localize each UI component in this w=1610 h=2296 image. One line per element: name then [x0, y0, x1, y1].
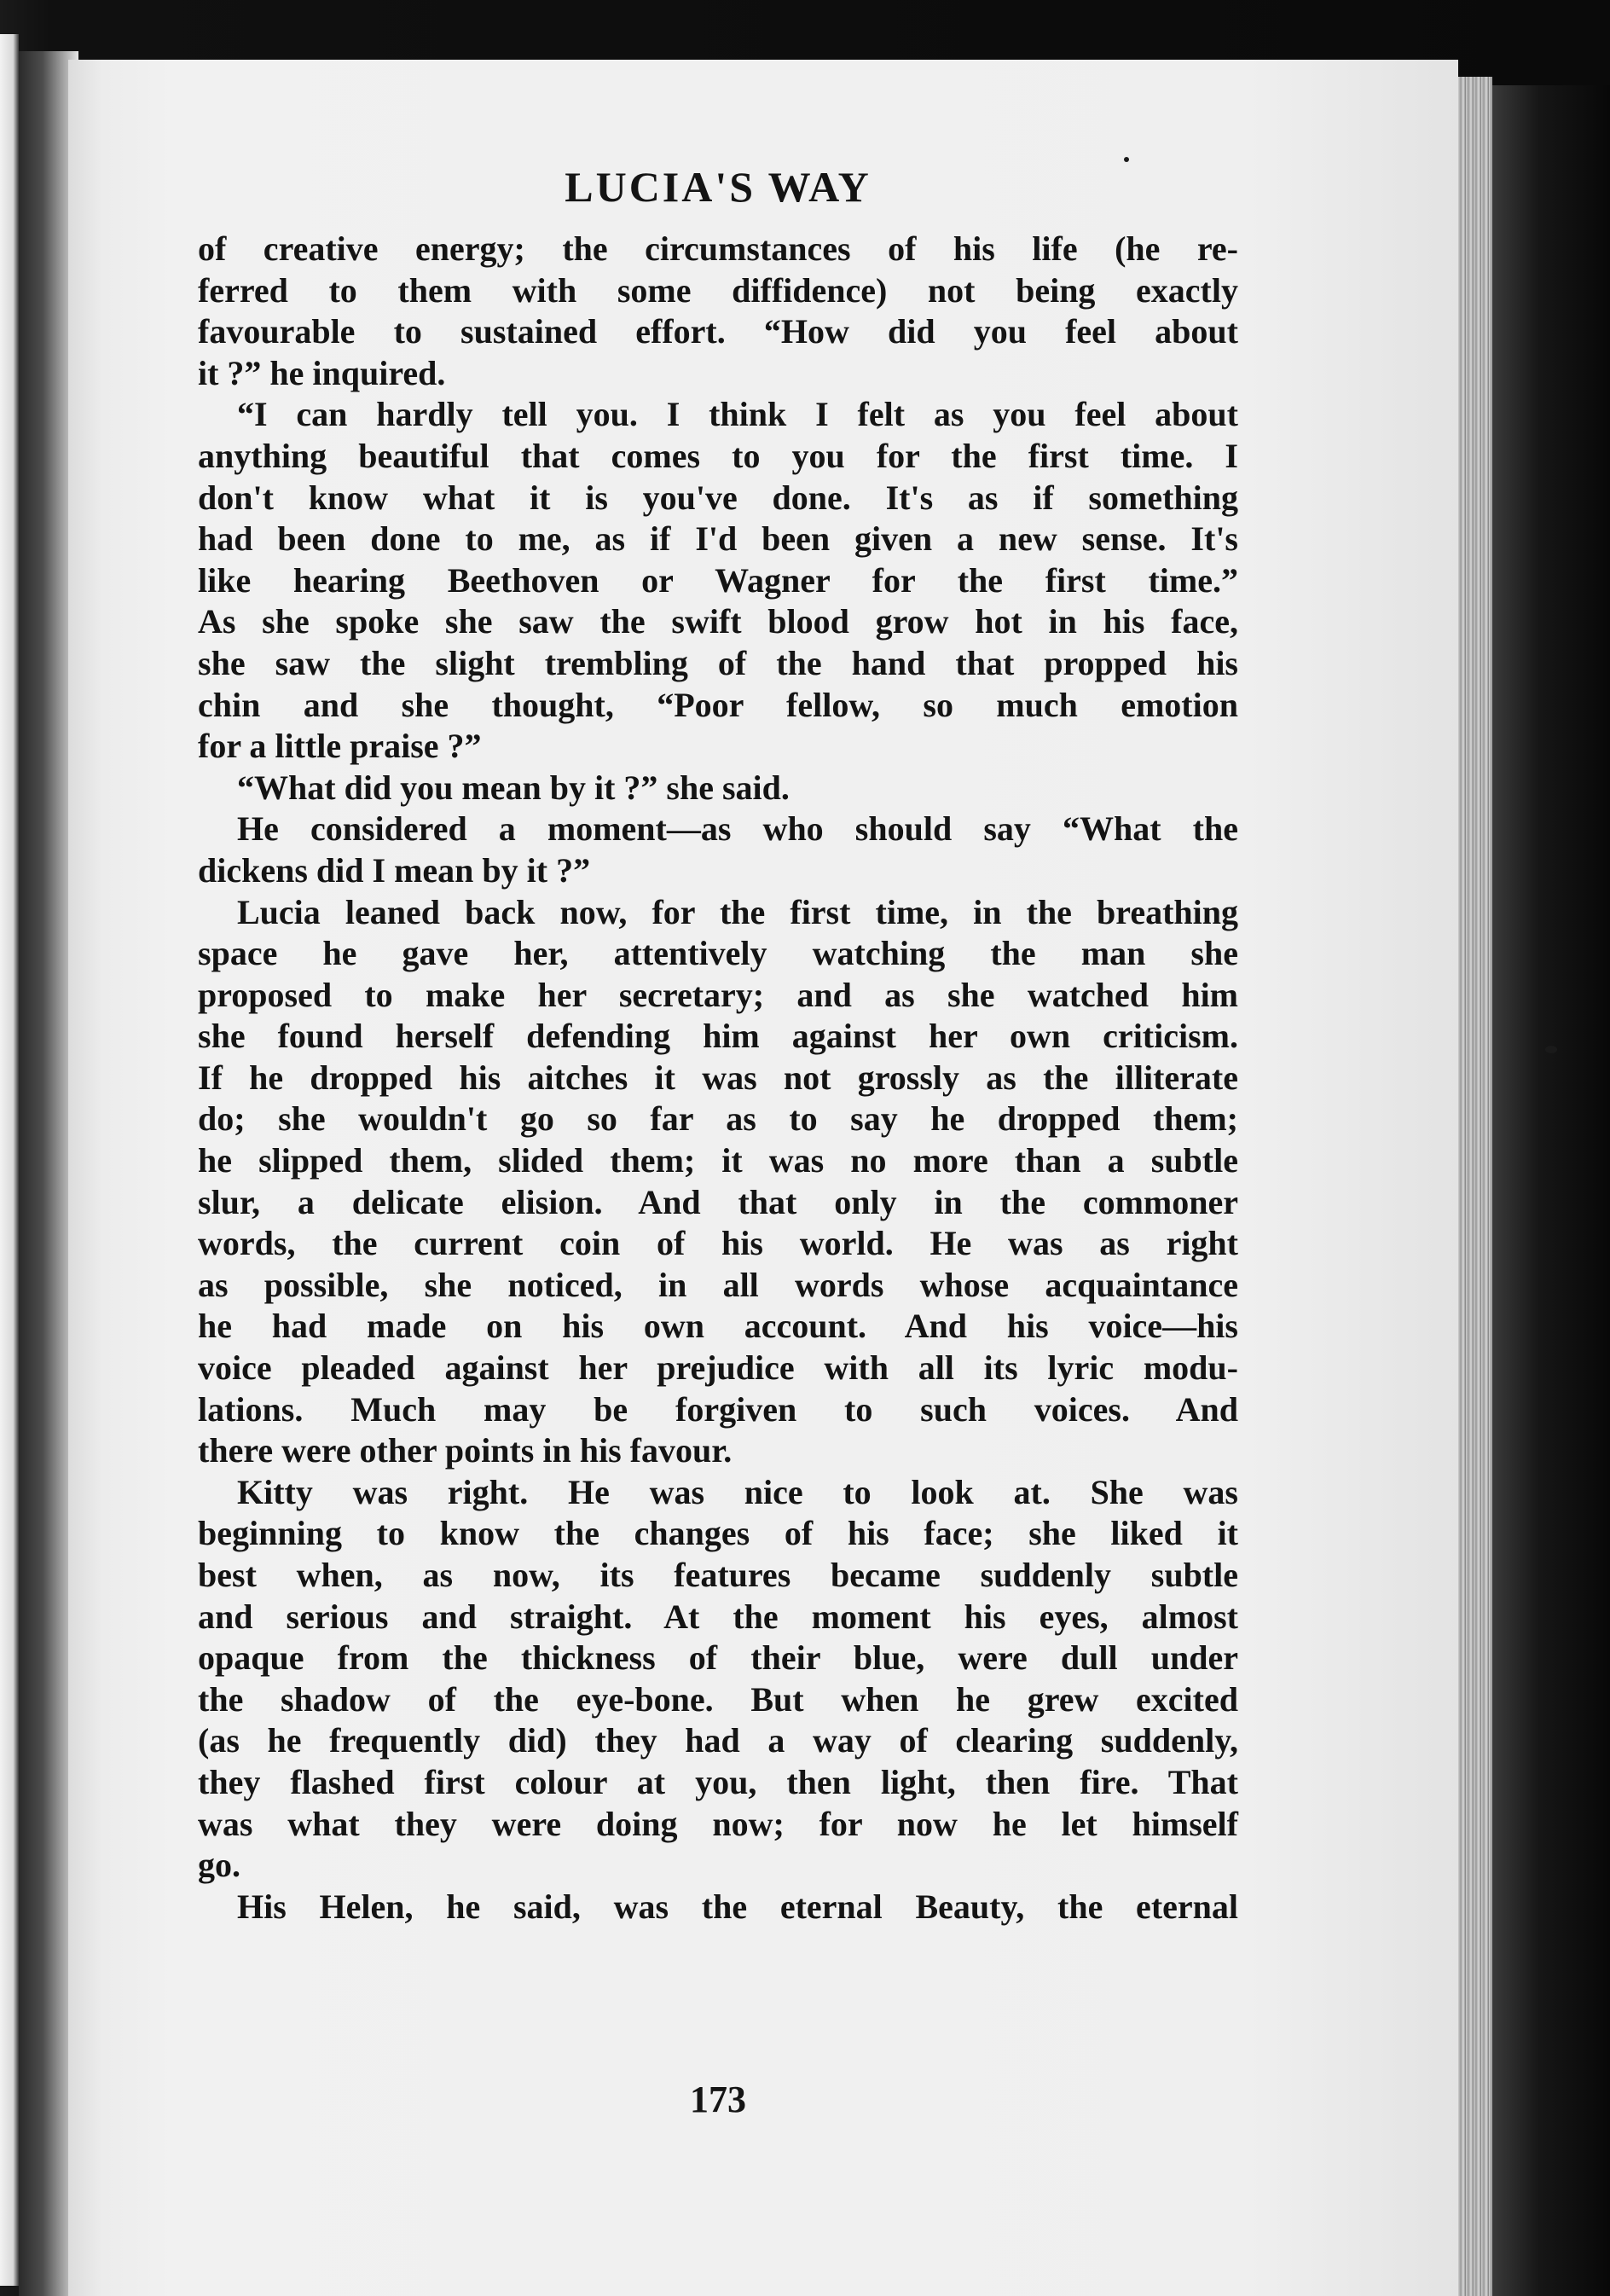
- right-scan-shadow: [1492, 85, 1610, 2296]
- text-line: As she spoke she saw the swift blood grow hot in his face,: [198, 602, 1238, 641]
- text-line: lations. Much may be forgiven to such voices. And: [198, 1389, 1238, 1429]
- text-line: His Helen, he said, was the eternal Beauty, the eternal: [237, 1887, 1238, 1926]
- page-stack-edges: [1458, 77, 1492, 2296]
- body-text: [198, 229, 1238, 1928]
- text-line: best when, as now, its features became suddenly subtle: [198, 1556, 1238, 1594]
- text-line: Kitty was right. He was nice to look at. She was: [237, 1472, 1238, 1511]
- text-line: and serious and straight. At the moment his eyes, almost: [198, 1597, 1238, 1636]
- text-line: of creative energy; the circumstances of his life (he re-: [198, 229, 1238, 268]
- text-line: they flashed first colour at you, then light, then fire. That: [198, 1762, 1238, 1801]
- text-line: it ?” he inquired.: [198, 353, 446, 392]
- text-line: slur, a delicate elision. And that only in the commoner: [198, 1182, 1238, 1221]
- text-line: don't know what it is you've done. It's as if something: [198, 478, 1238, 517]
- text-line: Lucia leaned back now, for the first time, in the breathing: [237, 892, 1238, 931]
- text-line: go.: [198, 1846, 240, 1885]
- text-line: space he gave her, attentively watching the man she: [198, 934, 1238, 973]
- text-line: He considered a moment—as who should say “What the: [237, 809, 1238, 849]
- text-line: do; she wouldn't go so far as to say he dropped them;: [198, 1099, 1238, 1139]
- text-line: beginning to know the changes of his face; she liked it: [198, 1514, 1238, 1553]
- text-line: “What did you mean by it ?” she said.: [237, 768, 790, 807]
- running-head: LUCIA'S WAY: [565, 163, 872, 211]
- facing-page-edge: [0, 34, 19, 2286]
- page-number: 173: [690, 2079, 746, 2120]
- scan-speck: [1545, 1046, 1557, 1053]
- text-line: voice pleaded against her prejudice with all its lyric modu-: [198, 1348, 1238, 1388]
- text-line: like hearing Beethoven or Wagner for the first time.”: [198, 560, 1238, 600]
- text-line: had been done to me, as if I'd been given a new sense. It's: [198, 519, 1238, 559]
- text-line: favourable to sustained effort. “How did you feel about: [198, 312, 1238, 351]
- text-line: proposed to make her secretary; and as she watched him: [198, 975, 1238, 1014]
- text-line: for a little praise ?”: [198, 727, 482, 766]
- text-line: “I can hardly tell you. I think I felt as you feel about: [237, 395, 1238, 434]
- text-line: dickens did I mean by it ?”: [198, 850, 591, 890]
- text-line: he had made on his own account. And his voice—his: [198, 1307, 1238, 1346]
- text-line: If he dropped his aitches it was not grossly as the illiterate: [198, 1058, 1238, 1097]
- text-line: she found herself defending him against her own criticism.: [198, 1017, 1238, 1056]
- text-line: anything beautiful that comes to you for the first time. I: [198, 436, 1238, 475]
- text-line: he slipped them, slided them; it was no more than a subtle: [198, 1141, 1238, 1180]
- text-line: as possible, she noticed, in all words whose acquaintance: [198, 1265, 1238, 1304]
- text-line: was what they were doing now; for now he let himself: [198, 1804, 1238, 1843]
- text-line: (as he frequently did) they had a way of clearing suddenly,: [198, 1721, 1238, 1760]
- text-line: opaque from the thickness of their blue, were dull under: [198, 1638, 1238, 1678]
- scan-speck: [1124, 157, 1129, 162]
- text-line: words, the current coin of his world. He was as right: [198, 1224, 1238, 1263]
- text-line: chin and she thought, “Poor fellow, so much emotion: [198, 685, 1238, 724]
- text-line: she saw the slight trembling of the hand that propped his: [198, 643, 1238, 682]
- text-line: there were other points in his favour.: [198, 1431, 733, 1470]
- text-line: ferred to them with some diffidence) not being exactly: [198, 270, 1238, 310]
- text-line: the shadow of the eye-bone. But when he grew excited: [198, 1679, 1238, 1719]
